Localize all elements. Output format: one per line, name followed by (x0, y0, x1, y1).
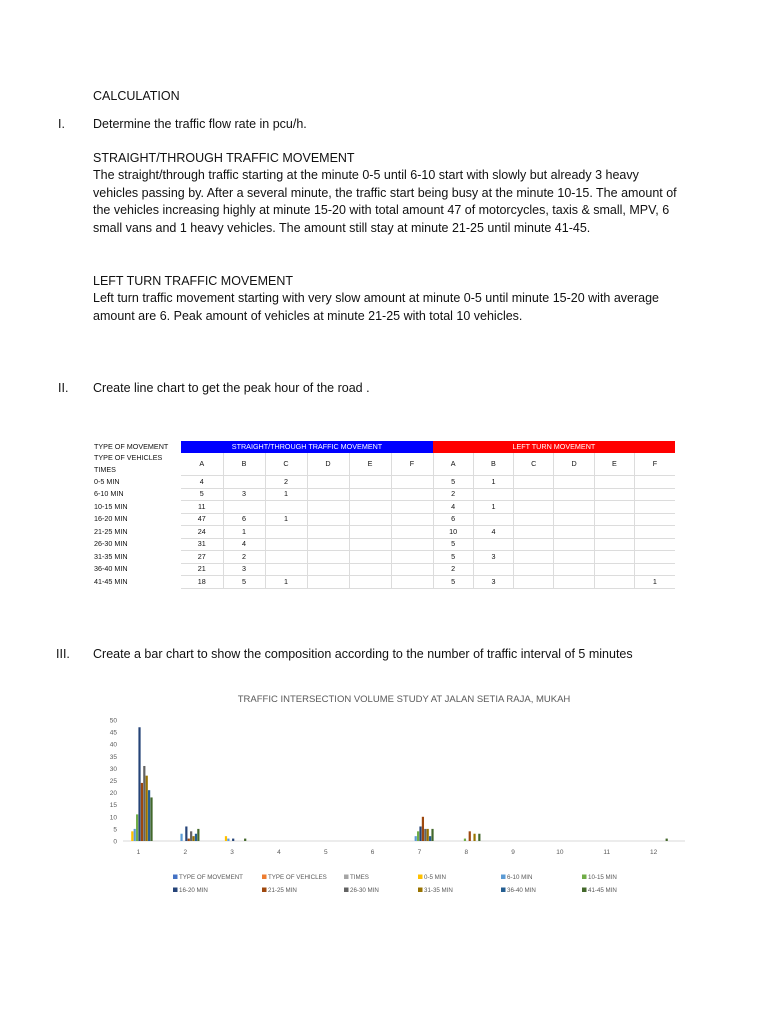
time-interval-label: 36-40 MIN (94, 564, 128, 574)
time-interval-label: 6-10 MIN (94, 489, 124, 499)
y-tick-label: 5 (113, 826, 117, 834)
straight-cell-a: 47 (181, 513, 223, 526)
left-cell-d (554, 538, 594, 551)
straight-cell-e (349, 551, 391, 564)
time-interval-label: 26-30 MIN (94, 539, 128, 549)
bar-21-25-min-cat-7 (422, 817, 424, 841)
straight-cell-b (223, 476, 265, 489)
x-tick-label: 6 (370, 849, 375, 856)
column-header-a: A (433, 453, 473, 476)
straight-cell-c: 1 (265, 488, 307, 501)
column-header-d: D (554, 453, 594, 476)
left-cell-d (554, 488, 594, 501)
time-interval-label: 10-15 MIN (94, 501, 128, 511)
straight-cell-c (265, 501, 307, 514)
straight-cell-a: 31 (181, 538, 223, 551)
y-tick-label: 20 (109, 790, 117, 798)
straight-cell-b: 3 (223, 563, 265, 576)
x-tick-label: 10 (556, 849, 564, 856)
straight-cell-b: 5 (223, 576, 265, 589)
straight-cell-a: 27 (181, 551, 223, 564)
table-row (93, 501, 675, 514)
bar-16-20-min-cat-2 (185, 826, 187, 841)
left-cell-f (634, 526, 674, 539)
bar-21-25-min-cat-2 (188, 839, 190, 841)
straight-cell-c: 1 (265, 513, 307, 526)
bar-41-45-min-cat-7 (431, 829, 433, 841)
left-cell-b: 3 (473, 576, 513, 589)
straight-cell-d (307, 576, 349, 589)
left-cell-c (514, 576, 554, 589)
column-header-f: F (634, 453, 674, 476)
bar-6-10-min-cat-7 (415, 836, 417, 841)
y-tick-label: 50 (109, 717, 117, 725)
left-cell-c (514, 538, 554, 551)
left-cell-a: 4 (433, 501, 473, 514)
section-title-2: Create line chart to get the peak hour of the road . (93, 381, 370, 395)
y-tick-label: 0 (113, 838, 117, 846)
y-tick-label: 40 (109, 741, 117, 749)
bar-6-10-min-cat-3 (227, 839, 229, 841)
bar-0-5-min-cat-3 (225, 836, 227, 841)
straight-cell-c (265, 563, 307, 576)
section-numeral-1: I. (58, 117, 65, 131)
column-header-d: D (307, 453, 349, 476)
straight-through-header: STRAIGHT/THROUGH TRAFFIC MOVEMENT (181, 441, 433, 453)
legend-label: 0-5 MIN (424, 874, 447, 881)
straight-cell-b: 2 (223, 551, 265, 564)
straight-cell-f (391, 488, 433, 501)
left-cell-e (594, 563, 634, 576)
y-tick-label: 45 (109, 729, 117, 737)
x-tick-label: 3 (230, 849, 234, 856)
left-cell-a: 5 (433, 576, 473, 589)
left-cell-e (594, 488, 634, 501)
bar-16-20-min-cat-1 (138, 727, 140, 841)
straight-cell-f (391, 538, 433, 551)
x-tick-label: 8 (464, 849, 469, 856)
legend-label: TIMES (350, 874, 369, 881)
straight-cell-f (391, 476, 433, 489)
left-cell-f (634, 488, 674, 501)
bar-21-25-min-cat-1 (141, 783, 143, 841)
table-row (93, 476, 675, 489)
column-header-c: C (514, 453, 554, 476)
straight-heading: STRAIGHT/THROUGH TRAFFIC MOVEMENT (93, 151, 355, 165)
x-tick-label: 9 (511, 849, 515, 856)
left-cell-d (554, 526, 594, 539)
x-tick-label: 12 (649, 849, 658, 856)
x-tick-label: 1 (136, 849, 141, 856)
straight-cell-b: 3 (223, 488, 265, 501)
left-cell-f (634, 513, 674, 526)
bar-41-45-min-cat-1 (150, 797, 152, 841)
left-cell-d (554, 551, 594, 564)
column-header-e: E (594, 453, 634, 476)
legend-swatch (501, 875, 506, 880)
table-row (93, 488, 675, 501)
left-cell-c (514, 526, 554, 539)
left-cell-d (554, 476, 594, 489)
legend-swatch (173, 888, 178, 893)
bar-41-45-min-cat-3 (244, 839, 246, 841)
straight-cell-e (349, 501, 391, 514)
straight-cell-a: 21 (181, 563, 223, 576)
left-cell-e (594, 551, 634, 564)
table-row (93, 513, 675, 526)
straight-cell-e (349, 488, 391, 501)
left-cell-b (473, 538, 513, 551)
bar-41-45-min-cat-12 (666, 839, 668, 841)
column-header-e: E (349, 453, 391, 476)
legend-label: 16-20 MIN (179, 887, 208, 894)
section-title-1: Determine the traffic flow rate in pcu/h. (93, 117, 307, 131)
bar-31-35-min-cat-8 (473, 834, 475, 841)
left-cell-f (634, 563, 674, 576)
left-cell-a: 5 (433, 551, 473, 564)
table-row (93, 538, 675, 551)
straight-cell-e (349, 563, 391, 576)
straight-cell-d (307, 513, 349, 526)
time-interval-label: 41-45 MIN (94, 576, 128, 586)
legend-swatch (344, 888, 349, 893)
straight-cell-e (349, 526, 391, 539)
table-row (93, 576, 675, 589)
straight-cell-b: 1 (223, 526, 265, 539)
left-cell-f (634, 538, 674, 551)
bar-31-35-min-cat-7 (427, 829, 429, 841)
y-tick-label: 15 (109, 802, 117, 810)
left-cell-e (594, 476, 634, 489)
straight-cell-c: 1 (265, 576, 307, 589)
bar-6-10-min-cat-2 (180, 834, 182, 841)
table-row (93, 563, 675, 576)
left-cell-f (634, 551, 674, 564)
left-turn-header: LEFT TURN MOVEMENT (433, 441, 675, 453)
section-numeral-2: II. (58, 381, 69, 395)
straight-cell-d (307, 538, 349, 551)
straight-cell-e (349, 538, 391, 551)
straight-cell-e (349, 576, 391, 589)
left-cell-d (554, 513, 594, 526)
straight-cell-f (391, 563, 433, 576)
legend-swatch (582, 888, 587, 893)
left-cell-a: 2 (433, 563, 473, 576)
bar-41-45-min-cat-8 (478, 834, 480, 841)
straight-cell-a: 18 (181, 576, 223, 589)
left-cell-b (473, 488, 513, 501)
bar-21-25-min-cat-8 (469, 831, 471, 841)
traffic-volume-bar-chart (93, 686, 693, 901)
column-header-c: C (265, 453, 307, 476)
left-cell-c (514, 551, 554, 564)
straight-cell-e (349, 476, 391, 489)
straight-cell-d (307, 563, 349, 576)
y-tick-label: 25 (109, 778, 117, 785)
legend-swatch (173, 875, 178, 880)
legend-label: TYPE OF MOVEMENT (179, 874, 243, 881)
column-header-b: B (473, 453, 513, 476)
bar-36-40-min-cat-7 (429, 836, 431, 841)
label-times: TIMES (94, 464, 116, 474)
left-cell-b: 1 (473, 476, 513, 489)
straight-cell-f (391, 501, 433, 514)
left-cell-a: 5 (433, 476, 473, 489)
straight-cell-c (265, 538, 307, 551)
bar-26-30-min-cat-1 (143, 766, 145, 841)
time-interval-label: 21-25 MIN (94, 526, 128, 536)
straight-cell-d (307, 551, 349, 564)
left-cell-e (594, 538, 634, 551)
bar-10-15-min-cat-1 (136, 814, 138, 841)
legend-swatch (344, 875, 349, 880)
bar-6-10-min-cat-1 (134, 829, 136, 841)
section-title-3: Create a bar chart to show the composition according to the number of traffic interval of 5 minutes (93, 647, 633, 661)
straight-cell-d (307, 526, 349, 539)
straight-cell-d (307, 488, 349, 501)
left-cell-b: 4 (473, 526, 513, 539)
straight-cell-c (265, 526, 307, 539)
table-row (93, 551, 675, 564)
straight-cell-d (307, 501, 349, 514)
x-tick-label: 2 (183, 849, 188, 856)
straight-cell-f (391, 576, 433, 589)
x-tick-label: 4 (277, 849, 281, 856)
bar-10-15-min-cat-7 (417, 831, 419, 841)
bar-31-35-min-cat-1 (146, 776, 148, 841)
straight-cell-b (223, 501, 265, 514)
column-header-a: A (181, 453, 223, 476)
straight-cell-b: 4 (223, 538, 265, 551)
legend-swatch (262, 888, 267, 893)
legend-label: 26-30 MIN (350, 887, 379, 894)
left-cell-e (594, 513, 634, 526)
x-tick-label: 7 (417, 849, 422, 856)
straight-cell-c: 2 (265, 476, 307, 489)
time-interval-label: 31-35 MIN (94, 551, 128, 561)
chart-title: TRAFFIC INTERSECTION VOLUME STUDY AT JALAN SETIA RAJA, MUKAH (237, 694, 571, 705)
legend-swatch (418, 888, 423, 893)
table-header-movement-row (93, 441, 675, 453)
left-cell-a: 6 (433, 513, 473, 526)
x-tick-label: 5 (323, 849, 328, 856)
legend-label: 6-10 MIN (507, 874, 533, 881)
straight-cell-b: 6 (223, 513, 265, 526)
left-cell-c (514, 476, 554, 489)
left-cell-d (554, 576, 594, 589)
y-tick-label: 35 (109, 753, 117, 761)
left-cell-b: 1 (473, 501, 513, 514)
left-cell-c (514, 513, 554, 526)
left-cell-a: 5 (433, 538, 473, 551)
bar-0-5-min-cat-1 (131, 831, 133, 841)
bar-10-15-min-cat-8 (464, 839, 466, 841)
bar-16-20-min-cat-3 (232, 839, 234, 841)
left-cell-b: 3 (473, 551, 513, 564)
left-cell-a: 10 (433, 526, 473, 539)
legend-label: 21-25 MIN (268, 887, 297, 894)
column-header-f: F (391, 453, 433, 476)
time-interval-label: 16-20 MIN (94, 514, 128, 524)
left-cell-b (473, 563, 513, 576)
legend-label: TYPE OF VEHICLES (268, 874, 327, 881)
straight-cell-f (391, 513, 433, 526)
table-header-vehicles-row (93, 453, 675, 465)
left-cell-f (634, 476, 674, 489)
column-header-b: B (223, 453, 265, 476)
time-interval-label: 0-5 MIN (94, 476, 120, 486)
table-row (93, 526, 675, 539)
legend-label: 31-35 MIN (424, 887, 453, 894)
left-cell-e (594, 576, 634, 589)
legend-swatch (262, 875, 267, 880)
straight-cell-a: 4 (181, 476, 223, 489)
straight-cell-c (265, 551, 307, 564)
bar-26-30-min-cat-7 (424, 829, 426, 841)
label-type-of-vehicles: TYPE OF VEHICLES (94, 453, 163, 463)
left-cell-c (514, 488, 554, 501)
left-cell-a: 2 (433, 488, 473, 501)
bar-31-35-min-cat-2 (192, 836, 194, 841)
straight-cell-a: 11 (181, 501, 223, 514)
left-cell-e (594, 501, 634, 514)
legend-swatch (501, 888, 506, 893)
straight-cell-a: 24 (181, 526, 223, 539)
left-cell-d (554, 563, 594, 576)
bar-16-20-min-cat-7 (419, 826, 421, 841)
left-cell-e (594, 526, 634, 539)
straight-cell-f (391, 526, 433, 539)
page-heading: CALCULATION (93, 89, 180, 103)
bar-36-40-min-cat-2 (195, 834, 197, 841)
traffic-count-table (93, 441, 675, 589)
label-type-of-movement: TYPE OF MOVEMENT (94, 441, 169, 451)
left-cell-f (634, 501, 674, 514)
bar-26-30-min-cat-2 (190, 831, 192, 841)
straight-cell-a: 5 (181, 488, 223, 501)
y-tick-label: 10 (109, 814, 117, 822)
straight-paragraph: The straight/through traffic starting at the minute 0-5 until 6-10 start with slowly but already 3 heavy vehicles passing by. After a several minute, the traffic start being busy at the minute 10-15. The amount of the vehicles increasing highly at minute 15-20 with total amount 47 of motorcycles, taxis & small, MPV, 6 small vans and 1 heavy vehicles. The amount still stay at minute 21-25 until minute 41-45. (93, 168, 677, 235)
left-turn-heading: LEFT TURN TRAFFIC MOVEMENT (93, 274, 294, 288)
left-cell-f: 1 (634, 576, 674, 589)
legend-label: 41-45 MIN (588, 887, 617, 894)
bar-36-40-min-cat-1 (148, 790, 150, 841)
left-cell-c (514, 501, 554, 514)
left-cell-d (554, 501, 594, 514)
section-numeral-3: III. (56, 647, 70, 661)
legend-label: 10-15 MIN (588, 874, 617, 881)
straight-cell-e (349, 513, 391, 526)
left-cell-b (473, 513, 513, 526)
left-cell-c (514, 563, 554, 576)
bar-41-45-min-cat-2 (197, 829, 199, 841)
legend-swatch (582, 875, 587, 880)
legend-label: 36-40 MIN (507, 887, 536, 894)
x-tick-label: 11 (603, 849, 611, 856)
left-turn-paragraph: Left turn traffic movement starting with very slow amount at minute 0-5 until minute 15-20 with average amount are 6. Peak amount of vehicles at minute 21-25 with total 10 vehicles. (93, 291, 660, 323)
y-tick-label: 30 (109, 765, 117, 773)
straight-cell-f (391, 551, 433, 564)
legend-swatch (418, 875, 423, 880)
straight-cell-d (307, 476, 349, 489)
